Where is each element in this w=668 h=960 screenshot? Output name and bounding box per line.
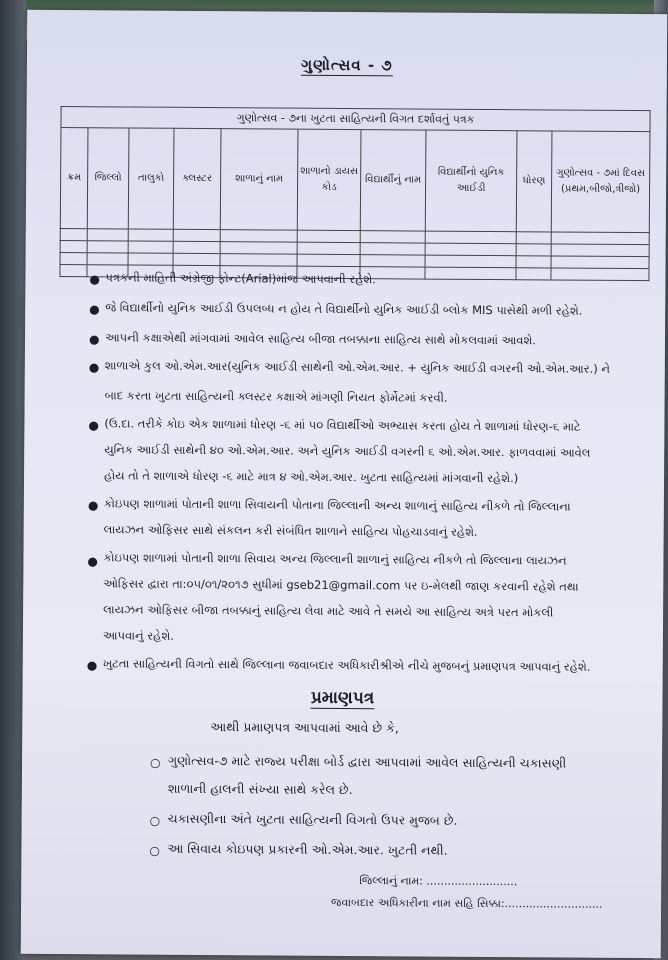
missing-material-table — [59, 106, 650, 281]
instruction-line: આપવાનું રહેશે. — [102, 628, 174, 643]
district-name-line: જિલ્લાનું નામ: .......................... — [359, 874, 518, 889]
instruction-line: લાયઝન ઓફિસર સાથે સંકલન કરી સંબંધિત શાળાને સાહિત્ય પોહચાડવાનું રહેશે. — [103, 522, 478, 539]
bullet-icon: ● — [88, 418, 99, 433]
column-header: વિદ્યાર્થીનું નામ — [360, 130, 426, 231]
certificate-point: શાળાની હાલની સંખ્યા સાથે કરેલ છે. — [167, 780, 353, 798]
circle-bullet-icon: ○ — [149, 813, 161, 828]
bullet-icon: ● — [88, 360, 100, 375]
column-header: વિદ્યાર્થીનો યુનિક આઈડી — [425, 130, 517, 232]
document-page — [21, 10, 668, 958]
certificate-point: આ સિવાય કોઇપણ પ્રકારની ઓ.એમ.આર. ખુટતી નથી. — [167, 840, 448, 858]
column-header: ક્લસ્ટર — [173, 128, 221, 229]
column-header: ગુણોત્સવ - ૭માં દિવસ (પ્રથમ,બીજો,ત્રીજો) — [551, 131, 650, 233]
bullet-icon: ● — [89, 272, 100, 287]
instruction-line: શાળાએ કુલ ઓ.એમ.આર(યુનિક આઈડી સાથેની ઓ.એમ.આર. + યુનિક આઈડી વગરની ઓ.એમ.આર.) ને — [104, 358, 611, 376]
instruction-line: કોઇપણ શાળામાં પોતાની શાળા સિવાયની પોતાના જિલ્લાની અન્ય શાળાનું સાહિત્ય નીકળે તો જિલ્લાના — [103, 496, 571, 514]
instruction-line: કોઇપણ શાળામાં પોતાની શાળા સિવાય અન્ય જિલ્લાની શાળાનું સાહિત્ય નીકળે તો જિલ્લાના લાયઝન — [103, 550, 567, 568]
bullet-icon: ● — [89, 302, 100, 317]
certificate-title: પ્રમાણપત્ર — [310, 687, 375, 709]
instruction-line: જે વિદ્યાર્થીનો યુનિક આઈડી ઉપલબ્ધ ન હોય તે વિદ્યાર્થીનો યુનિક આઈડી બ્લોક MIS પાસેથી મળી રહેશે. — [105, 300, 583, 318]
column-header: ધોરણ — [516, 131, 552, 232]
document-heading: ગુણોત્સવ - ૭ — [301, 55, 393, 75]
table-caption: ગુણોત્સવ - ૭ના ખુટતા સાહિત્યની વિગત દર્શાવતું પત્રક — [61, 107, 650, 132]
column-header: જિલ્લો — [87, 128, 129, 229]
instruction-line: બાદ કરતા ખુટતા સાહિત્યની ક્લસ્ટર કક્ષાએ માંગણી નિયત ફોર્મેટમાં કરવી. — [104, 388, 448, 405]
instruction-line: ખુટતા સાહિત્યની વિગતો સાથે જિલ્લાના જવાબદાર અધિકારીશ્રીએ નીચે મુજબનું પ્રમાણપત્ર આપવાનું રહેશે. — [102, 656, 591, 674]
column-header: શાળાનું નામ — [220, 129, 298, 231]
circle-bullet-icon: ○ — [150, 755, 161, 770]
bullet-icon: ● — [88, 332, 100, 347]
column-header: શાળાનો ડાયસ કોડ — [297, 129, 361, 230]
instruction-line: પત્રકની માહિતી અંગ્રેજી ફોન્ટ(Arial)માંજ આપવાની રહેશે. — [105, 270, 376, 287]
instruction-line: આપની કક્ષાએથી માંગવામાં આવેલ સાહિત્ય બીજા તબક્કાના સાહિત્ય સાથે મોકલવામાં આવશે. — [104, 330, 537, 348]
bullet-icon: ● — [87, 554, 98, 569]
bullet-icon: ● — [87, 498, 99, 513]
instruction-line: યુનિક આઈડી સાથેની ૪૦ ઓ.એમ.આર. અને યુનિક આઈડી વગરની ૬ ઓ.એમ.આર. ફાળવવામાં આવેલ — [104, 442, 591, 460]
bullet-icon: ● — [86, 658, 98, 673]
column-header: ક્રમ — [60, 128, 88, 229]
certificate-intro: આથી પ્રમાણપત્ર આપવામાં આવે છે કે, — [210, 719, 399, 736]
signature-line: જવાબદાર અધિકારીના નામ સહિ સિક્કા:............................ — [331, 895, 603, 911]
certificate-point: ગુણોત્સવ-૭ માટે રાજ્ય પરીક્ષા બોર્ડ દ્વારા આપવામાં આવેલ સાહિત્યની ચકાસણી — [168, 752, 567, 771]
instruction-line: લાયઝન ઓફિસર બીજા તબક્કાનું સાહિત્ય લેવા માટે આવે તે સમયે આ સાહિત્ય અત્રે પરત મોકલી — [103, 602, 554, 620]
instruction-line: ઓફિસર દ્વારા તા:૦૫/૦૧/૨૦૧૭ સુધીમાં gseb21@gmail.com પર ઇ-મેલથી જાણ કરવાની રહેશે તથા — [103, 576, 579, 594]
circle-bullet-icon: ○ — [149, 843, 160, 858]
instruction-line: (ઉ.દા. તરીકે કોઇ એક શાળામાં ધોરણ -૬ માં ૫૦ વિદ્યાર્થીઓ અભ્યાસ કરતા હોય તે શાળામાં ધોરણ-૬ માટે — [104, 416, 581, 434]
certificate-point: ચકાસણીના અંતે ખુટતા સાહિત્યની વિગતો ઉપર મુજબ છે. — [167, 810, 458, 828]
instruction-line: હોય તો તે શાળાએ ધોરણ -૬ માટે માત્ર ૪ ઓ.એમ.આર. ખુટતા સાહિત્યમાં માંગવાની રહેશે.) — [104, 468, 519, 486]
column-header: તાલુકો — [128, 128, 174, 229]
